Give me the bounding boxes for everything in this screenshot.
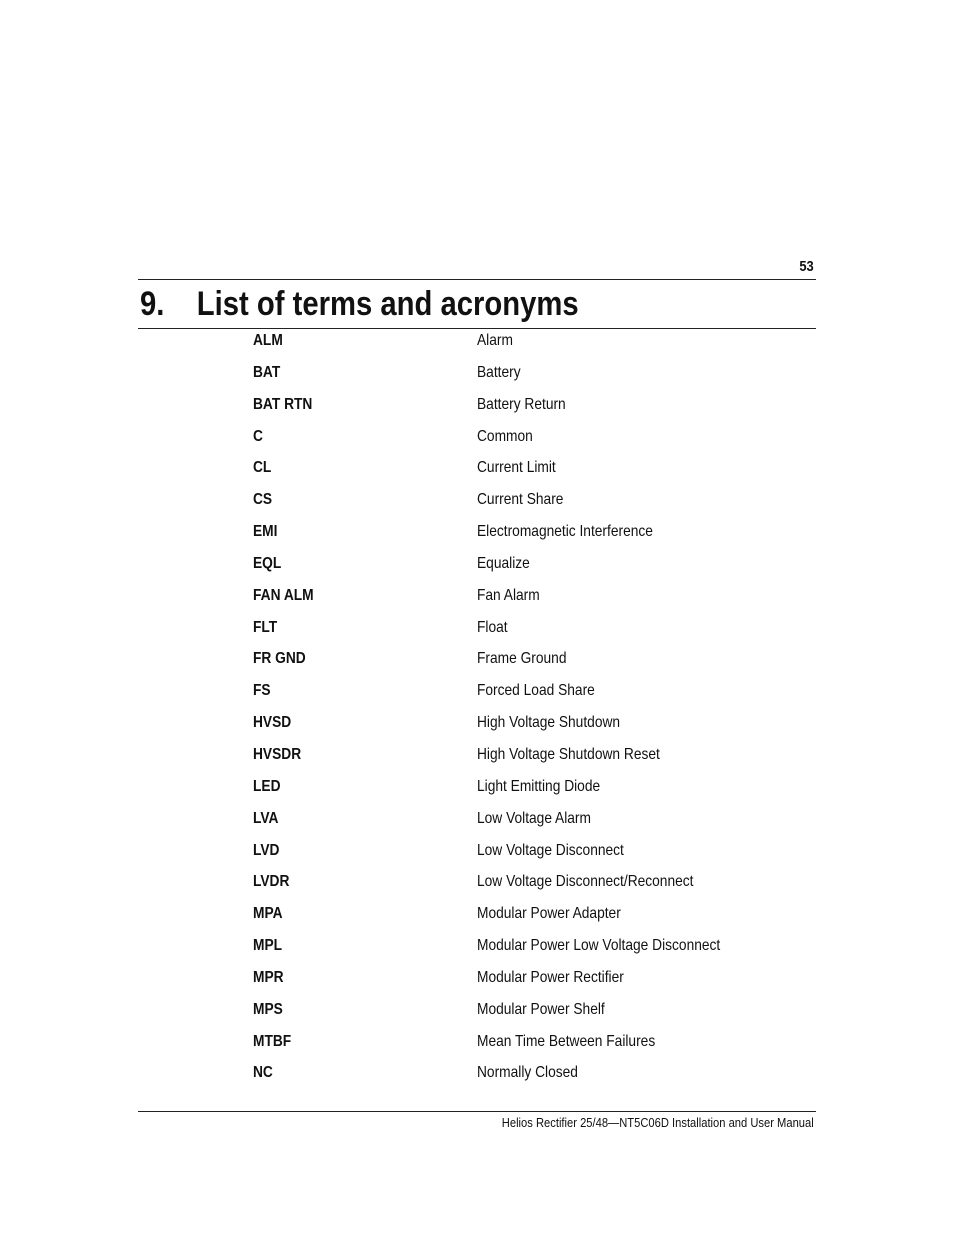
term-abbreviation: FAN ALM bbox=[253, 586, 314, 604]
term-row bbox=[0, 427, 954, 459]
term-abbreviation: MPL bbox=[253, 937, 283, 955]
footer-rule bbox=[138, 1111, 816, 1112]
term-row bbox=[0, 1063, 954, 1095]
header-rule bbox=[138, 279, 816, 280]
term-row bbox=[0, 331, 954, 363]
term-definition: High Voltage Shutdown Reset bbox=[477, 745, 660, 763]
terms-list bbox=[0, 331, 954, 1095]
term-definition: Normally Closed bbox=[477, 1064, 578, 1082]
term-abbreviation: CL bbox=[253, 459, 272, 477]
term-abbreviation: HVSDR bbox=[253, 745, 302, 763]
term-abbreviation: FR GND bbox=[253, 650, 306, 668]
term-definition: Modular Power Rectifier bbox=[477, 968, 624, 986]
term-definition: Forced Load Share bbox=[477, 682, 595, 700]
term-definition: Light Emitting Diode bbox=[477, 777, 601, 795]
heading-rule bbox=[138, 328, 816, 329]
term-definition: Low Voltage Disconnect/Reconnect bbox=[477, 873, 694, 891]
term-row bbox=[0, 681, 954, 713]
term-abbreviation: LVD bbox=[253, 841, 280, 859]
term-row bbox=[0, 586, 954, 618]
term-definition: Equalize bbox=[477, 554, 530, 572]
term-abbreviation: EQL bbox=[253, 554, 282, 572]
term-row bbox=[0, 904, 954, 936]
term-definition: Mean Time Between Failures bbox=[477, 1032, 656, 1050]
term-row bbox=[0, 936, 954, 968]
term-row bbox=[0, 777, 954, 809]
term-definition: High Voltage Shutdown bbox=[477, 714, 621, 732]
term-abbreviation: C bbox=[253, 427, 263, 445]
term-row bbox=[0, 872, 954, 904]
term-definition: Current Limit bbox=[477, 459, 556, 477]
term-row bbox=[0, 649, 954, 681]
term-abbreviation: BAT RTN bbox=[253, 395, 313, 413]
term-definition: Battery bbox=[477, 363, 521, 381]
term-definition: Battery Return bbox=[477, 395, 566, 413]
term-row bbox=[0, 841, 954, 873]
term-row bbox=[0, 395, 954, 427]
term-row bbox=[0, 713, 954, 745]
term-definition: Frame Ground bbox=[477, 650, 567, 668]
term-row bbox=[0, 745, 954, 777]
term-abbreviation: HVSD bbox=[253, 714, 292, 732]
term-definition: Fan Alarm bbox=[477, 586, 540, 604]
term-row bbox=[0, 490, 954, 522]
term-abbreviation: FS bbox=[253, 682, 271, 700]
term-row bbox=[0, 618, 954, 650]
page-number: 53 bbox=[799, 258, 814, 275]
term-abbreviation: MPS bbox=[253, 1000, 283, 1018]
term-abbreviation: BAT bbox=[253, 363, 281, 381]
term-abbreviation: LVA bbox=[253, 809, 279, 827]
chapter-heading bbox=[140, 285, 579, 324]
term-definition: Modular Power Shelf bbox=[477, 1000, 605, 1018]
term-row bbox=[0, 809, 954, 841]
chapter-number: 9. bbox=[140, 285, 165, 323]
term-abbreviation: EMI bbox=[253, 523, 278, 541]
term-row bbox=[0, 458, 954, 490]
term-row bbox=[0, 363, 954, 395]
term-abbreviation: LED bbox=[253, 777, 281, 795]
term-abbreviation: CS bbox=[253, 491, 273, 509]
term-abbreviation: MTBF bbox=[253, 1032, 292, 1050]
term-row bbox=[0, 522, 954, 554]
term-definition: Modular Power Low Voltage Disconnect bbox=[477, 937, 721, 955]
term-definition: Common bbox=[477, 427, 533, 445]
term-definition: Low Voltage Disconnect bbox=[477, 841, 624, 859]
term-definition: Float bbox=[477, 618, 508, 636]
term-definition: Alarm bbox=[477, 332, 513, 349]
term-row bbox=[0, 1000, 954, 1032]
chapter-title: List of terms and acronyms bbox=[196, 285, 579, 323]
term-abbreviation: LVDR bbox=[253, 873, 290, 891]
term-definition: Low Voltage Alarm bbox=[477, 809, 591, 827]
term-row bbox=[0, 968, 954, 1000]
term-row bbox=[0, 554, 954, 586]
term-definition: Current Share bbox=[477, 491, 564, 509]
term-abbreviation: MPR bbox=[253, 968, 284, 986]
term-abbreviation: FLT bbox=[253, 618, 278, 636]
term-abbreviation: NC bbox=[253, 1064, 273, 1082]
footer-text: Helios Rectifier 25/48—NT5C06D Installation and User Manual bbox=[502, 1115, 814, 1130]
term-abbreviation: ALM bbox=[253, 332, 283, 349]
term-definition: Electromagnetic Interference bbox=[477, 523, 653, 541]
term-abbreviation: MPA bbox=[253, 905, 283, 923]
term-row bbox=[0, 1032, 954, 1064]
term-definition: Modular Power Adapter bbox=[477, 905, 621, 923]
